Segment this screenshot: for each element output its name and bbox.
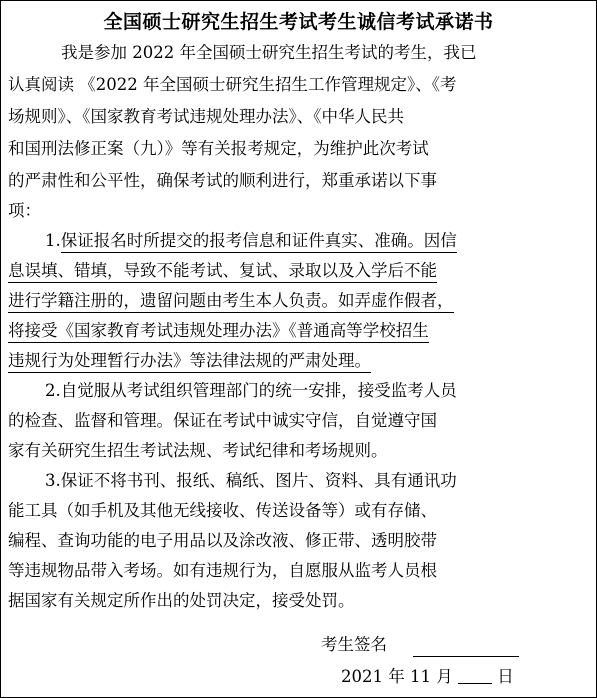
item3-line: 能工具（如手机及其他无线接收、传送设备等）或有存储、 [8,501,437,520]
item1-line [45,229,457,253]
item1-line [8,259,437,283]
item1-line [8,349,371,373]
intro-line: 的严肃性和公平性，确保考试的顺利进行，郑重承诺以下事 [8,171,437,190]
item2-line: 家有关研究生招生考试法规、考试纪律和考场规则。 [8,441,388,460]
item1-underlined-text: 将接受《国家教育考试违规处理办法》《普通高等学校招生 [8,321,429,343]
signature-label: 考生签名 [321,635,387,654]
date-line [341,665,514,689]
date-day-suffix: 日 [497,667,514,686]
intro-line: 和国刑法修正案（九）》等有关报考规定，为维护此次考试 [8,139,429,158]
item1-underlined-text: 保证报名时所提交的报考信息和证件真实、准确。因信 [61,231,457,253]
item3-line: 编程、查询功能的电子用品以及涂改液、修正带、透明胶带 [8,531,437,550]
item3-line: 据国家有关规定所作出的处罚决定，接受处罚。 [8,591,355,610]
item1-underlined-text: 进行学籍注册的，遗留问题由考生本人负责。如弄虚作假者， [8,291,454,313]
document-title: 全国硕士研究生招生考试考生诚信考试承诺书 [103,11,494,33]
item1-line [8,319,429,343]
intro-line: 认真阅读 《2022 年全国硕士研究生招生工作管理规定》、《考 [8,75,457,94]
item1-underlined-text: 违规行为处理暂行办法》等法律法规的严肃处理。 [8,351,371,373]
item2-line: 2.自觉服从考试组织管理部门的统一安排，接受监考人员 [45,381,457,400]
item1-line [8,289,454,313]
intro-line: 我是参加 2022 年全国硕士研究生招生考试的考生，我已 [61,43,477,62]
intro-line: 场规则》、《国家教育考试违规处理办法》、《中华人民共 [8,107,404,126]
item1-number: 1. [45,231,61,250]
item3-line: 3.保证不将书刊、报纸、稿纸、图片、资料、具有通讯功 [45,471,457,490]
item1-underlined-text: 息误填、错填，导致不能考试、复试、录取以及入学后不能 [8,261,437,283]
item2-line: 的检查、监督和管理。保证在考试中诚实守信，自觉遵守国 [8,411,437,430]
intro-line: 项： [8,201,41,220]
date-day-blank[interactable] [458,667,492,684]
item3-line: 等违规物品带入考场。如有违规行为，自愿服从监考人员根 [8,561,437,580]
signature-blank[interactable] [413,656,519,657]
date-year-month: 2021 年 11 月 [341,667,453,686]
